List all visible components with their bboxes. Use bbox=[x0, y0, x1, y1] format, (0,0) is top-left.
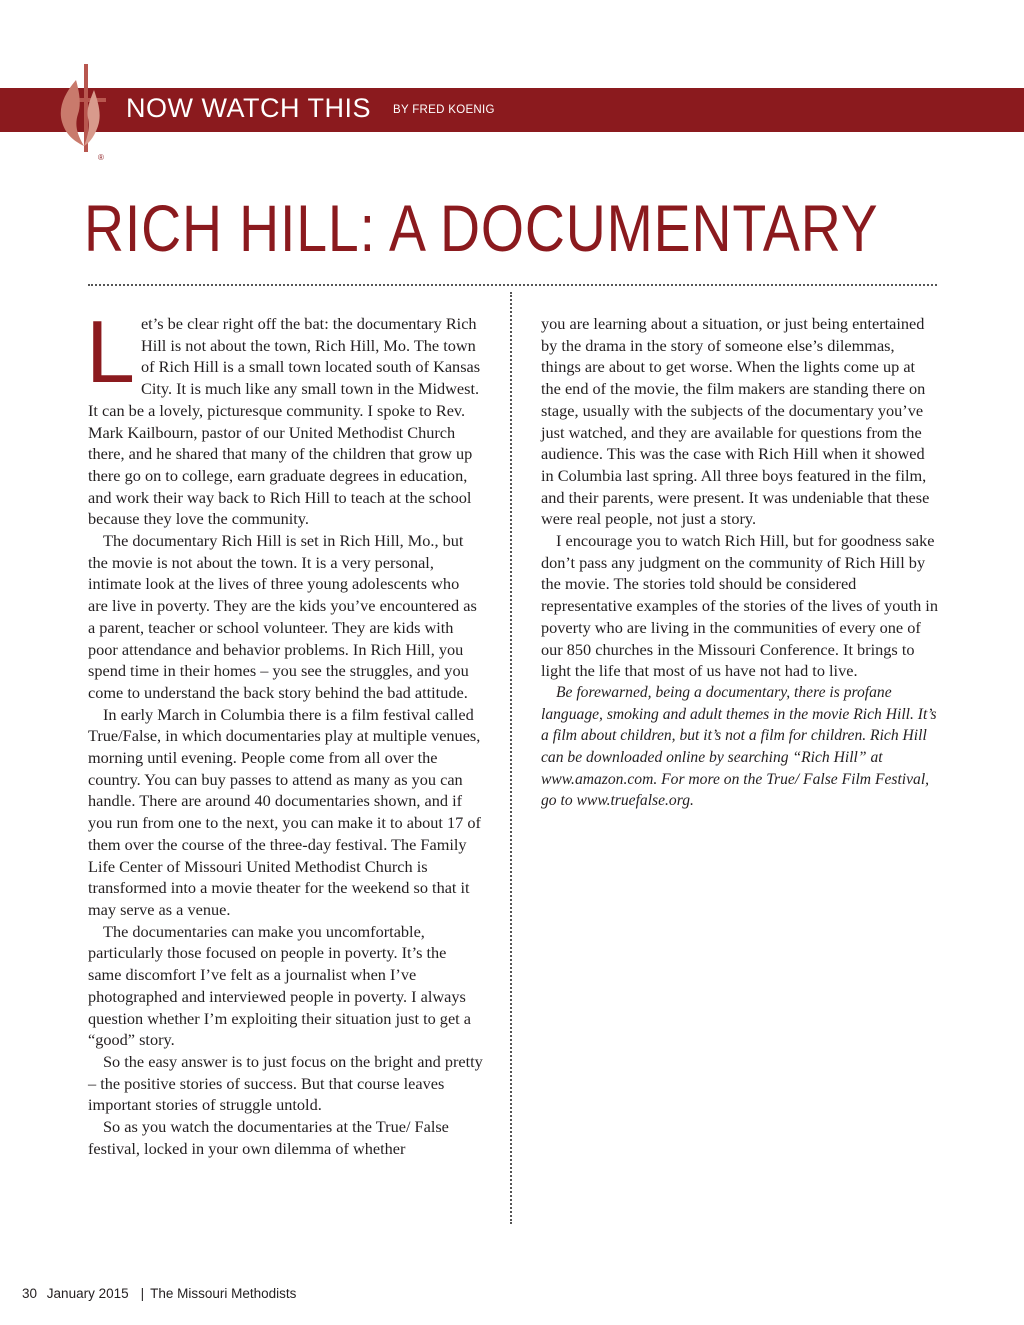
paragraph: you are learning about a situation, or just being entertained by the drama in the story of someone else’s dilemmas, things are about to get worse. When the lights come up at the end of the movie, the film makers are standing there on stage, usually with the subjects of the documentary you’ve just watched, and they are available for questions from the audience. This was the case with Rich Hill when it showed in Columbia last spring. All three boys featured in the film, and their parents, were present. It was undeniable that these were real people, not just a story. bbox=[541, 314, 930, 529]
paragraph: The documentaries can make you uncomfortable, particularly those focused on people in poverty. It’s the same discomfort I’ve felt as a journalist when I’ve photographed and interviewed people in poverty. I always question whether I’m exploiting their situation just to get a “good” story. bbox=[88, 921, 471, 1050]
paragraph: So as you watch the documentaries at the True/ False festival, locked in your own dilemma of whether bbox=[88, 1117, 449, 1158]
paragraph: So the easy answer is to just focus on the bright and pretty – the positive stories of success. But that course leaves important stories of struggle untold. bbox=[88, 1051, 483, 1115]
paragraph bbox=[86, 302, 483, 530]
page-number: 30 bbox=[22, 1286, 38, 1301]
article-column-right bbox=[541, 313, 938, 812]
cross-and-flame-logo-icon bbox=[54, 60, 110, 164]
column-divider bbox=[510, 292, 512, 1224]
page-footer bbox=[22, 1286, 302, 1301]
registered-mark: ® bbox=[98, 153, 104, 162]
paragraph-text: et’s be clear right off the bat: the documentary Rich Hill is not about the town, Rich Hill, Mo. The town of Rich Hill is a small town located south of Kansas City. It is much like any small town in the Midwest. It can be a lovely, picturesque community. I spoke to Rev. Mark Kailbourn, pastor of our United Methodist Church there, and he shared that many of the children that grow up there go on to college, earn graduate degrees in education, and work their way back to Rich Hill to teach at the school because they love the community. bbox=[88, 314, 481, 529]
section-title: NOW WATCH THIS bbox=[126, 93, 371, 123]
article-headline: RICH HILL: A DOCUMENTARY bbox=[84, 191, 879, 265]
paragraph: The documentary Rich Hill is set in Rich Hill, Mo., but the movie is not about the town. It is a very personal, intimate look at the lives of three young adolescents who are live in poverty. They are the kids you’ve encountered as a parent, teacher or school volunteer. They are kids with poor attendance and behavior problems. In Rich Hill, you spend time in their homes – you see the struggles, and you come to understand the back story behind the bad attitude. bbox=[88, 531, 477, 702]
paragraph: In early March in Columbia there is a film festival called True/False, in which documentaries play at multiple venues, morning until evening. People come from all over the country. You can buy passes to attend as many as you can handle. There are around 40 documentaries shown, and if you run from one to the next, you can make it to about 17 of them over the course of the three-day festival. The Family Life Center of Missouri United Methodist Church is transformed into a movie theater for the weekend so that it may serve as a venue. bbox=[88, 704, 481, 919]
editor-note: Be forewarned, being a documentary, there is profane language, smoking and adult themes in the movie Rich Hill. It’s a film about children, but it’s not a film for children. Rich Hill can be downloaded online by searching “Rich Hill” at www.amazon.com. For more on the True/ False Film Festival, go to www.truefalse.org. bbox=[541, 683, 937, 810]
footer-separator: | bbox=[140, 1286, 145, 1301]
article-column-left bbox=[86, 302, 483, 1159]
headline-divider bbox=[88, 284, 937, 286]
paragraph: I encourage you to watch Rich Hill, but for goodness sake don’t pass any judgment on the community of Rich Hill by the movie. The stories told should be considered representative examples of the stories of the lives of youth in poverty who are living in the communities of every one of our 850 churches in the Missouri Conference. It brings to light the life that most of us have not had to live. bbox=[541, 531, 938, 681]
byline: BY FRED KOENIG bbox=[393, 104, 495, 116]
issue-date: January 2015 bbox=[46, 1286, 129, 1301]
drop-cap: L bbox=[86, 302, 135, 401]
publication-name: The Missouri Methodists bbox=[150, 1286, 297, 1301]
